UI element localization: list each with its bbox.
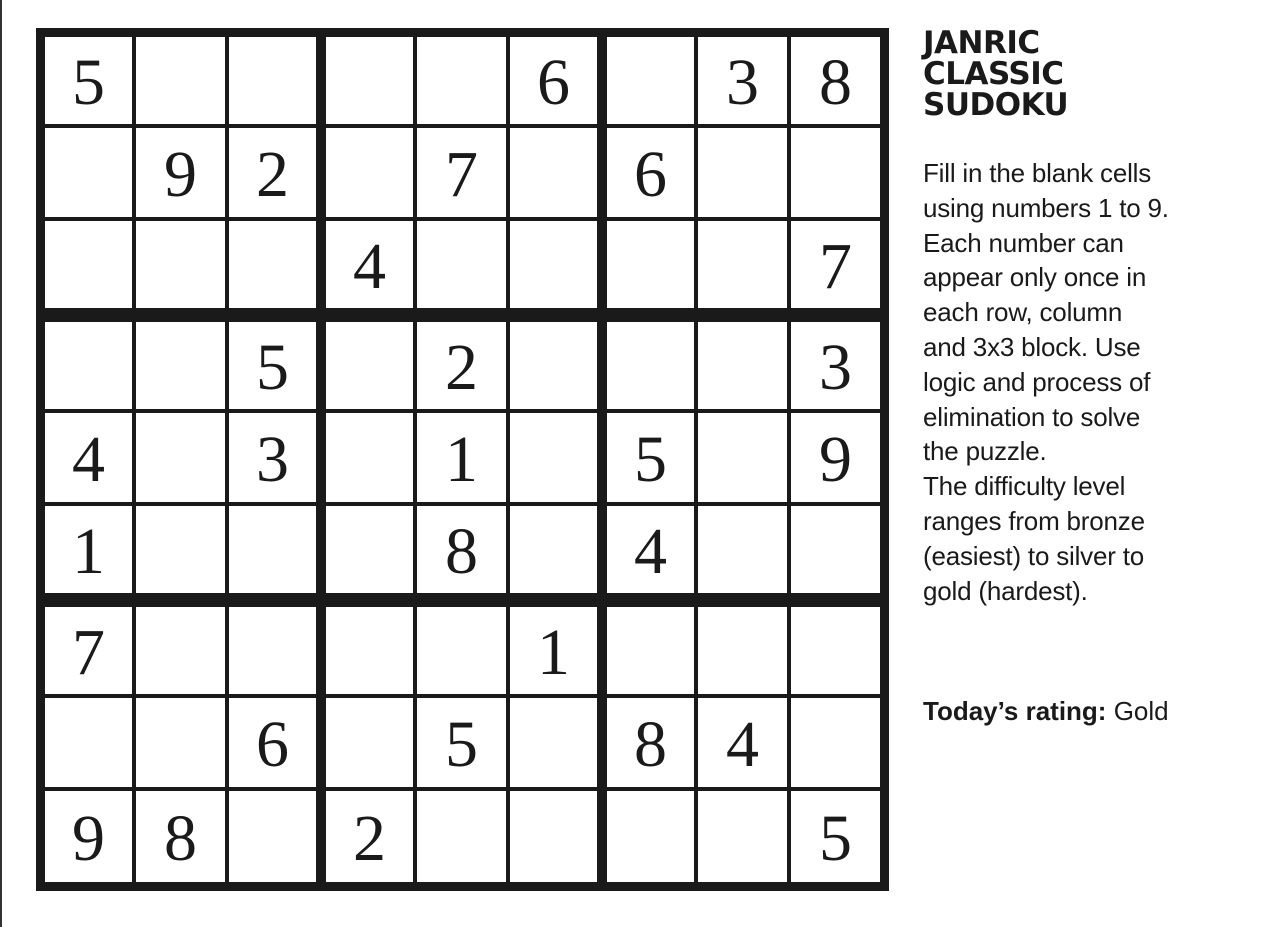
cell-digit: 8 xyxy=(634,707,667,781)
cell-digit: 6 xyxy=(634,137,667,211)
empty-cell[interactable] xyxy=(136,607,225,694)
given-cell xyxy=(510,607,597,694)
empty-cell[interactable] xyxy=(45,128,132,217)
empty-cell[interactable] xyxy=(229,221,316,308)
cell-digit: 9 xyxy=(164,137,197,211)
rating-value: Gold xyxy=(1113,696,1169,726)
cell-digit: 7 xyxy=(819,229,852,303)
empty-cell[interactable] xyxy=(326,322,413,409)
page-edge-rule xyxy=(0,0,2,927)
given-cell xyxy=(791,791,880,882)
given-cell xyxy=(791,413,880,502)
instruction-line: and 3x3 block. Use xyxy=(923,331,1141,362)
empty-cell[interactable] xyxy=(136,698,225,787)
empty-cell[interactable] xyxy=(417,221,506,308)
instruction-line: Fill in the blank cells xyxy=(923,158,1152,188)
cell-digit: 7 xyxy=(445,137,478,211)
cell-digit: 1 xyxy=(72,514,105,588)
cell-digit: 5 xyxy=(256,330,289,404)
cell-digit: 5 xyxy=(72,45,105,119)
empty-cell[interactable] xyxy=(791,128,880,217)
instruction-line: (easiest) to silver to xyxy=(923,540,1145,571)
given-cell xyxy=(417,128,506,217)
empty-cell[interactable] xyxy=(229,37,316,124)
cell-digit: 1 xyxy=(537,615,570,689)
cell-digit: 6 xyxy=(256,707,289,781)
empty-cell[interactable] xyxy=(510,791,597,882)
cell-digit: 3 xyxy=(256,422,289,496)
given-cell xyxy=(229,128,316,217)
puzzle-title xyxy=(923,25,1263,123)
empty-cell[interactable] xyxy=(417,791,506,882)
empty-cell[interactable] xyxy=(45,698,132,787)
empty-cell[interactable] xyxy=(791,506,880,593)
cell-digit: 4 xyxy=(72,422,105,496)
empty-cell[interactable] xyxy=(791,698,880,787)
cell-digit: 9 xyxy=(72,801,105,875)
cell-digit: 8 xyxy=(164,801,197,875)
given-cell xyxy=(607,128,694,217)
empty-cell[interactable] xyxy=(698,413,787,502)
cell-digit: 2 xyxy=(256,137,289,211)
cell-digit: 4 xyxy=(353,229,386,303)
cell-digit: 8 xyxy=(445,514,478,588)
given-cell xyxy=(45,506,132,593)
cell-digit: 2 xyxy=(353,801,386,875)
given-cell xyxy=(791,221,880,308)
given-cell xyxy=(791,37,880,124)
given-cell xyxy=(229,698,316,787)
empty-cell[interactable] xyxy=(510,221,597,308)
empty-cell[interactable] xyxy=(136,413,225,502)
given-cell xyxy=(607,506,694,593)
instruction-line: logic and process of xyxy=(923,366,1151,397)
empty-cell[interactable] xyxy=(45,221,132,308)
empty-cell[interactable] xyxy=(791,607,880,694)
cell-digit: 4 xyxy=(634,514,667,588)
given-cell xyxy=(45,791,132,882)
empty-cell[interactable] xyxy=(698,791,787,882)
cell-digit: 5 xyxy=(819,801,852,875)
given-cell xyxy=(607,698,694,787)
title-line: SUDOKU xyxy=(923,87,1069,123)
given-cell xyxy=(417,322,506,409)
instruction-line: elimination to solve xyxy=(923,401,1141,432)
given-cell xyxy=(45,413,132,502)
empty-cell[interactable] xyxy=(607,607,694,694)
empty-cell[interactable] xyxy=(510,506,597,593)
empty-cell[interactable] xyxy=(136,506,225,593)
instructions xyxy=(923,156,1263,608)
cell-digit: 4 xyxy=(726,707,759,781)
cell-digit: 3 xyxy=(819,330,852,404)
empty-cell[interactable] xyxy=(136,37,225,124)
empty-cell[interactable] xyxy=(326,607,413,694)
instruction-line: appear only once in xyxy=(923,262,1147,293)
cell-digit: 7 xyxy=(72,615,105,689)
instruction-line: the puzzle. xyxy=(923,436,1047,467)
empty-cell[interactable] xyxy=(698,607,787,694)
given-cell xyxy=(607,413,694,502)
given-cell xyxy=(229,413,316,502)
empty-cell[interactable] xyxy=(417,37,506,124)
instruction-line: using numbers 1 to 9. xyxy=(923,192,1169,223)
instruction-line: ranges from bronze xyxy=(923,505,1145,536)
empty-cell[interactable] xyxy=(698,506,787,593)
title-line: CLASSIC xyxy=(923,56,1064,92)
empty-cell[interactable] xyxy=(326,506,413,593)
info-panel xyxy=(923,25,1263,608)
instruction-line: Each number can xyxy=(923,227,1124,258)
empty-cell[interactable] xyxy=(510,413,597,502)
empty-cell[interactable] xyxy=(136,322,225,409)
empty-cell[interactable] xyxy=(698,221,787,308)
given-cell xyxy=(326,791,413,882)
difficulty-rating xyxy=(923,694,1169,728)
cell-digit: 3 xyxy=(726,45,759,119)
empty-cell[interactable] xyxy=(136,221,225,308)
given-cell xyxy=(698,698,787,787)
empty-cell[interactable] xyxy=(510,698,597,787)
cell-digit: 5 xyxy=(634,422,667,496)
cell-digit: 1 xyxy=(445,422,478,496)
cell-digit: 9 xyxy=(819,422,852,496)
given-cell xyxy=(510,37,597,124)
sudoku-grid xyxy=(36,28,889,891)
cell-digit: 6 xyxy=(537,45,570,119)
empty-cell[interactable] xyxy=(607,221,694,308)
given-cell xyxy=(136,128,225,217)
empty-cell[interactable] xyxy=(510,128,597,217)
empty-cell[interactable] xyxy=(45,322,132,409)
given-cell xyxy=(417,698,506,787)
given-cell xyxy=(417,506,506,593)
empty-cell[interactable] xyxy=(229,791,316,882)
empty-cell[interactable] xyxy=(229,607,316,694)
empty-cell[interactable] xyxy=(229,506,316,593)
given-cell xyxy=(698,37,787,124)
cell-digit: 2 xyxy=(445,330,478,404)
given-cell xyxy=(45,607,132,694)
given-cell xyxy=(791,322,880,409)
title-line: JANRIC xyxy=(923,25,1040,61)
given-cell xyxy=(417,413,506,502)
empty-cell[interactable] xyxy=(607,37,694,124)
instruction-line: The difficulty level xyxy=(923,471,1126,502)
instruction-line: each row, column xyxy=(923,297,1123,328)
rating-label: Today’s rating: xyxy=(923,696,1107,726)
instruction-line: gold (hardest). xyxy=(923,575,1088,606)
empty-cell[interactable] xyxy=(698,322,787,409)
empty-cell[interactable] xyxy=(607,791,694,882)
cell-digit: 5 xyxy=(445,707,478,781)
empty-cell[interactable] xyxy=(326,128,413,217)
empty-cell[interactable] xyxy=(698,128,787,217)
empty-cell[interactable] xyxy=(510,322,597,409)
given-cell xyxy=(229,322,316,409)
cell-digit: 8 xyxy=(819,45,852,119)
empty-cell[interactable] xyxy=(326,413,413,502)
given-cell xyxy=(136,791,225,882)
given-cell xyxy=(326,221,413,308)
empty-cell[interactable] xyxy=(607,322,694,409)
empty-cell[interactable] xyxy=(326,698,413,787)
empty-cell[interactable] xyxy=(326,37,413,124)
given-cell xyxy=(45,37,132,124)
empty-cell[interactable] xyxy=(417,607,506,694)
